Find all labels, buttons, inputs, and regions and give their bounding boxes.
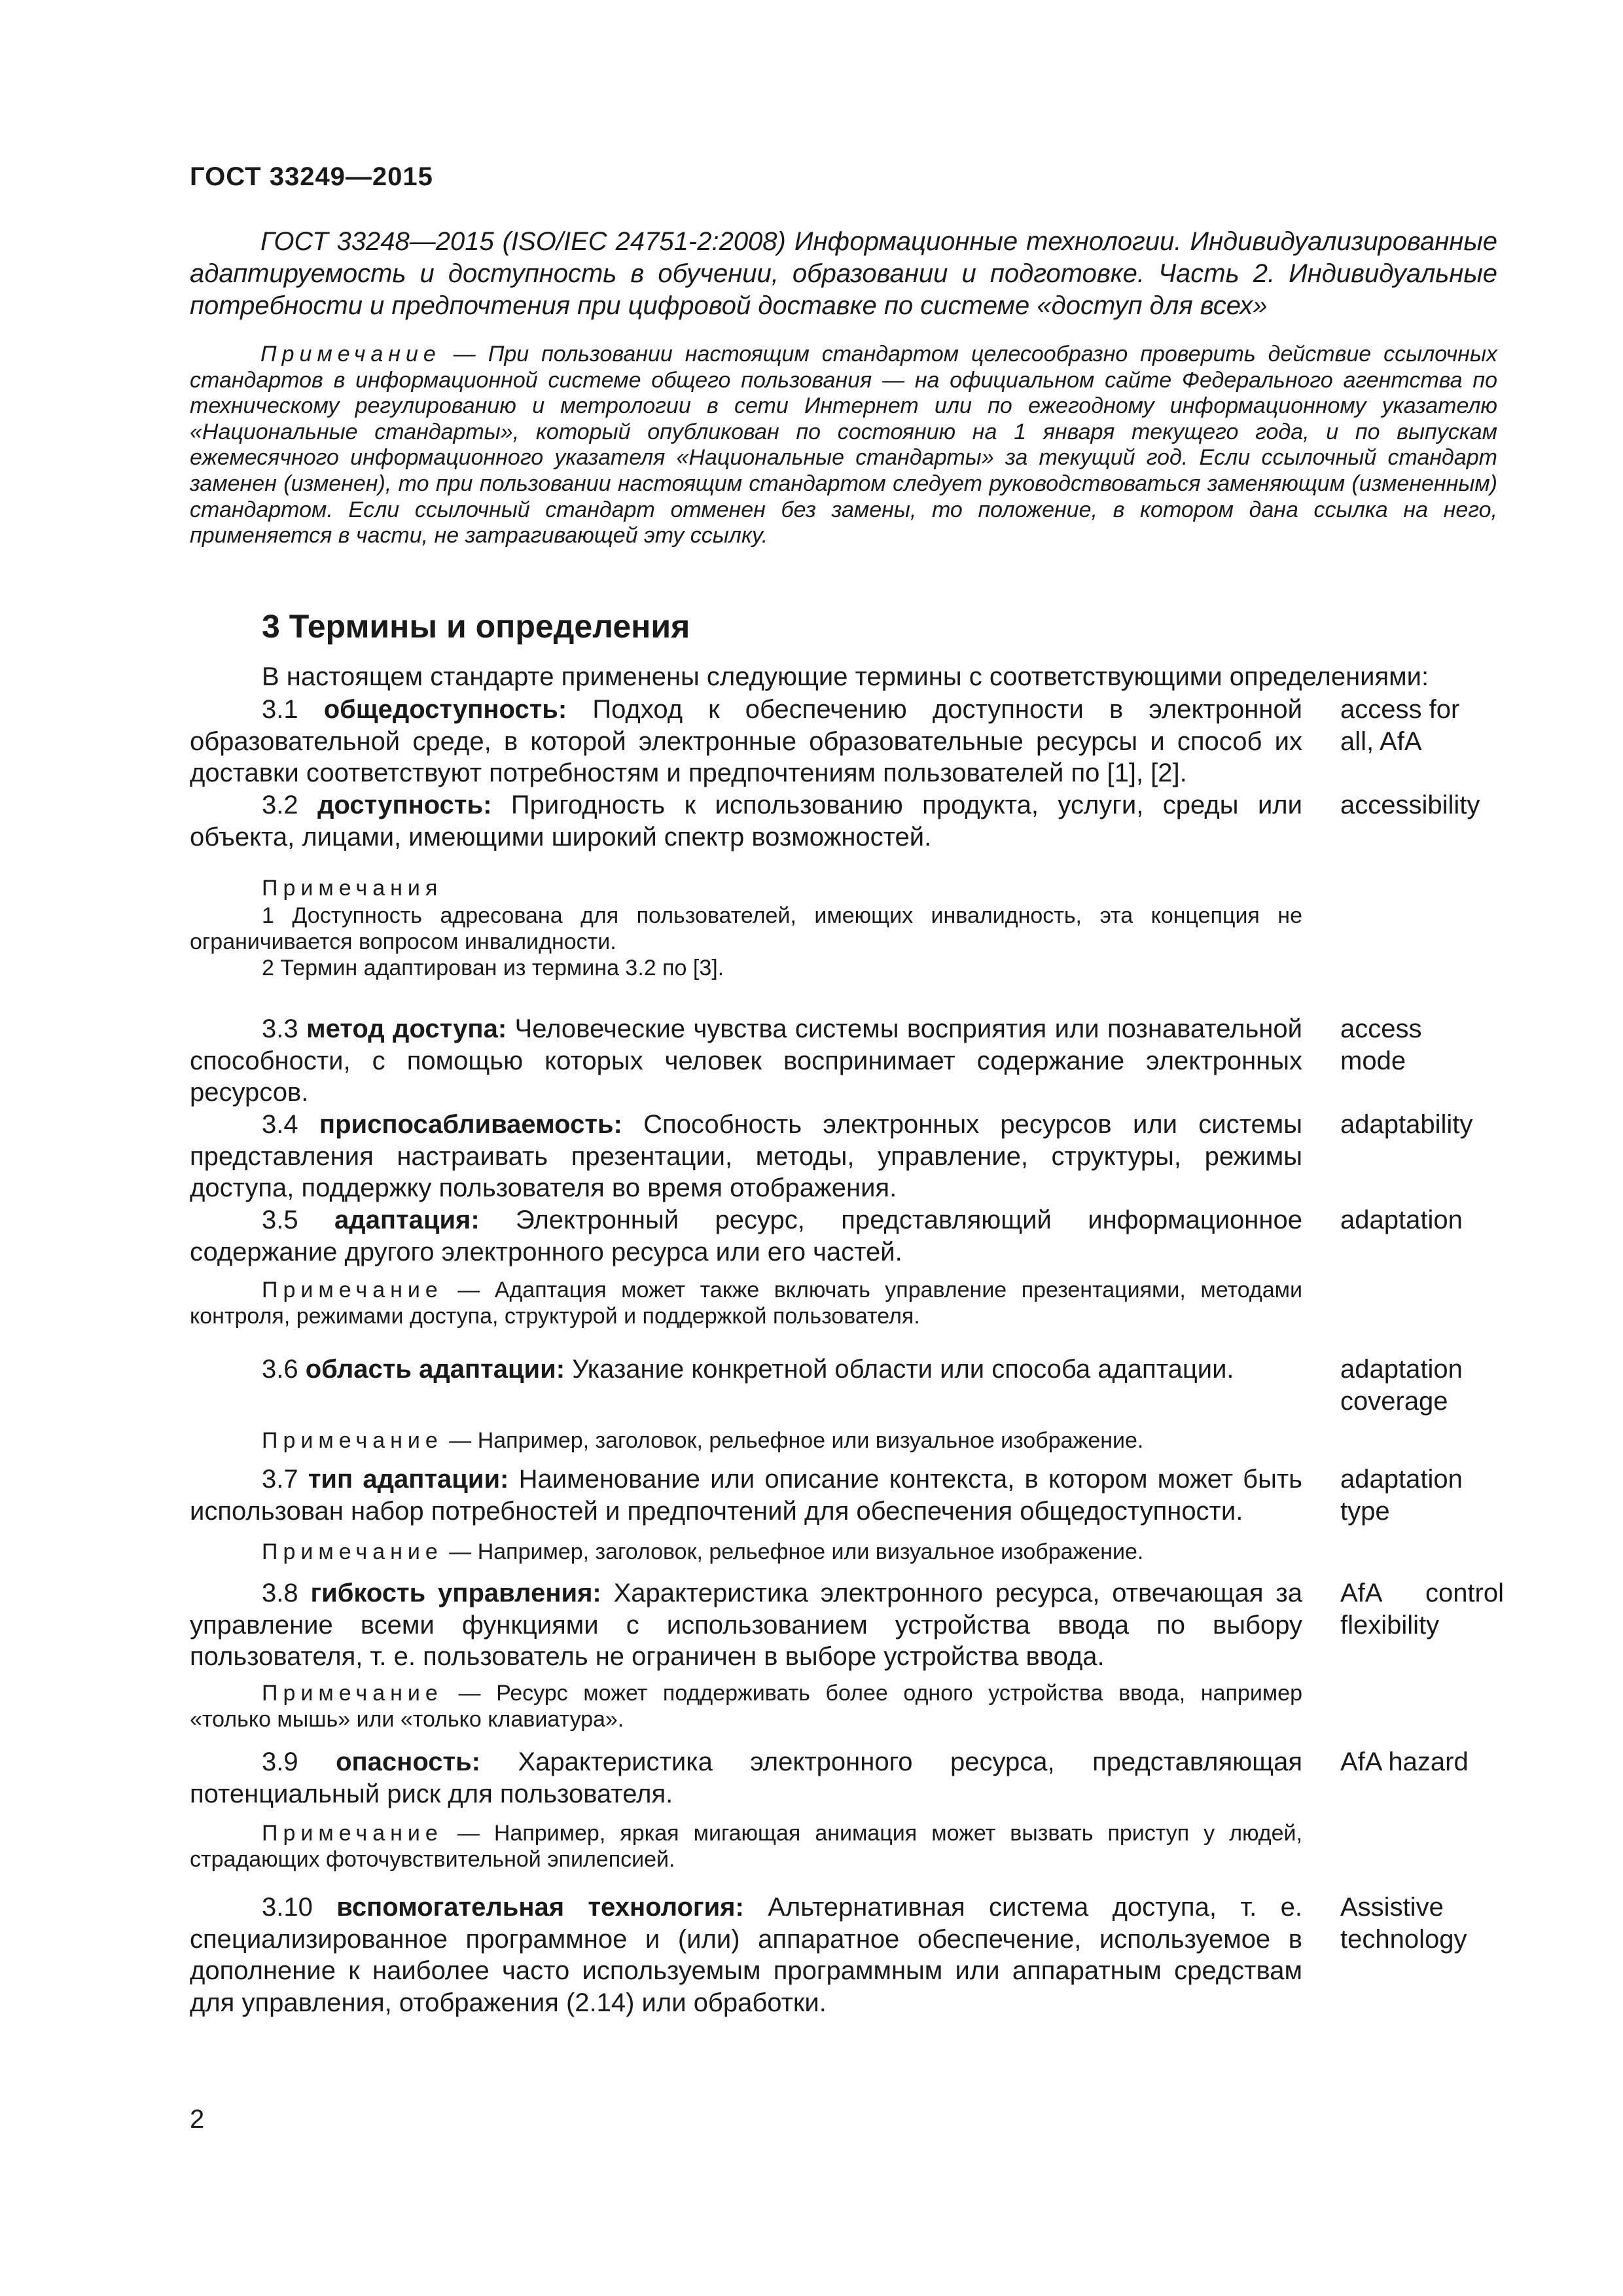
term-name: общедоступность:	[323, 695, 567, 724]
term-definition: Человеческие чувства системы восприятия или познавательной способности, с помощью которых человек воспринимает содержание электронных ресурсов.	[190, 1014, 1302, 1107]
note-text: — При пользовании настоящим стандартом целесообразно проверить действие ссылочных стандартов в информационной системе общего пользования — на официальном сайте Федерального агентства по техническому регулированию и метрологии в сети Интернет или по ежегодному информационному указателю «Национальные стандарты», который опубликован по состоянию на 1 января текущего года, и по выпускам ежемесячного информационного указателя «Национальные стандарты» за текущий год. Если ссылочный стандарт заменен (изменен), то при пользовании настоящим стандартом следует руководствоваться заменяющим (измененным) стандартом. Если ссылочный стандарт отменен без замены, то положение, в котором дана ссылка на него, применяется в части, не затрагивающей эту ссылку.	[190, 342, 1498, 548]
term-3-5	[190, 1204, 1302, 1268]
term-english: Assistive technology	[1340, 1893, 1467, 1954]
term-definition: Указание конкретной области или способа адаптации.	[572, 1355, 1234, 1384]
term-number: 3.4	[262, 1110, 298, 1139]
term-english: adaptability	[1340, 1110, 1473, 1139]
section-intro: В настоящем стандарте применены следующие термины с соответствующими определениями:	[262, 662, 1429, 691]
term-3-3	[190, 1013, 1302, 1109]
note-3-2-2: 2 Термин адаптирован из термина 3.2 по [3].	[262, 956, 724, 980]
term-definition: Подход к обеспечению доступности в электронной образовательной среде, в которой электронные образовательные ресурсы и способ их доставки соответствуют потребностям и предпочтениям пользователей по [1], [2].	[190, 695, 1302, 787]
term-definition: Характеристика электронного ресурса, представляющая потенциальный риск для пользователя.	[190, 1748, 1302, 1808]
note-3-5: Примечание — Адаптация может также включать управление презентациями, методами контроля, режимами доступа, структурой и поддержкой пользователя.	[190, 1278, 1302, 1329]
note-3-6: Примечание — Например, заголовок, рельефное или визуальное изображение.	[262, 1428, 1144, 1453]
term-english: access for all, AfA	[1340, 695, 1460, 756]
term-number: 3.7	[262, 1465, 298, 1494]
term-number: 3.3	[262, 1014, 298, 1043]
section-title: 3 Термины и определения	[262, 608, 690, 645]
term-english: accessibility	[1340, 791, 1480, 819]
term-definition: Альтернативная система доступа, т. е. специализированное программное и (или) аппаратное обеспечение, используемое в дополнение к наиболее часто используемым программным или аппаратным средствам для управления, отображения (2.14) или обработки.	[190, 1893, 1302, 2017]
note-3-8: Примечание — Ресурс может поддерживать более одного устройства ввода, например «только мышь» или «только клавиатура».	[190, 1681, 1303, 1732]
standard-header: ГОСТ 33249—2015	[190, 162, 433, 191]
note-3-2-1: 1 Доступность адресована для пользователей, имеющих инвалидность, эта концепция не ограничивается вопросом инвалидности.	[190, 903, 1302, 954]
term-definition: Способность электронных ресурсов или системы представления настраивать презентации, методы, управление, структуры, режимы доступа, поддержку пользователя во время отображения.	[190, 1110, 1302, 1202]
term-name: область адаптации:	[305, 1355, 565, 1384]
term-number: 3.1	[262, 695, 298, 724]
term-name: опасность:	[336, 1748, 480, 1776]
term-number: 3.8	[262, 1579, 298, 1607]
term-number: 3.2	[262, 791, 298, 819]
top-note	[190, 342, 1497, 549]
term-english: AfA hazard	[1340, 1748, 1469, 1776]
term-name: адаптация:	[334, 1206, 480, 1234]
term-english: access mode	[1340, 1014, 1422, 1075]
term-name: вспомогательная технология:	[336, 1893, 744, 1922]
term-name: метод доступа:	[306, 1014, 507, 1043]
term-name: гибкость управления:	[310, 1579, 601, 1607]
term-english: adaptation coverage	[1340, 1355, 1463, 1416]
term-definition: Электронный ресурс, представляющий информационное содержание другого электронного ресурса или его частей.	[190, 1206, 1302, 1266]
term-english: AfA control flexibility	[1340, 1579, 1504, 1640]
term-3-7	[190, 1463, 1302, 1527]
term-definition: Характеристика электронного ресурса, отвечающая за управление всеми функциями с использованием устройства ввода по выбору пользователя, т. е. пользователь не ограничен в выборе устройства ввода.	[190, 1579, 1302, 1671]
term-3-6	[190, 1354, 1302, 1386]
term-name: доступность:	[317, 791, 492, 819]
term-name: тип адаптации:	[308, 1465, 509, 1494]
term-3-2	[190, 789, 1302, 853]
term-name: приспосабливаемость:	[319, 1110, 622, 1139]
term-number: 3.10	[262, 1893, 313, 1922]
page-number: 2	[190, 2105, 205, 2134]
term-number: 3.6	[262, 1355, 298, 1384]
term-number: 3.9	[262, 1748, 298, 1776]
note-3-7: Примечание — Например, заголовок, рельефное или визуальное изображение.	[262, 1539, 1144, 1564]
term-3-1	[190, 694, 1302, 789]
term-definition: Наименование или описание контекста, в котором может быть использован набор потребностей и предпочтений для обеспечения общедоступности.	[190, 1465, 1303, 1526]
term-definition: Пригодность к использованию продукта, услуги, среды или объекта, лицами, имеющими широкий спектр возможностей.	[190, 791, 1302, 852]
term-number: 3.5	[262, 1206, 298, 1234]
term-3-10	[190, 1892, 1302, 2018]
term-3-9	[190, 1746, 1302, 1810]
notes-heading: Примечания	[262, 876, 443, 901]
reference-standard: ГОСТ 33248—2015 (ISO/IEC 24751-2:2008) Информационные технологии. Индивидуализированные адаптируемость и доступность в обучении, образовании и подготовке. Часть 2. Индивидуальные потребности и предпочтения при цифровой доставке по системе «доступ для всех»	[190, 227, 1497, 320]
term-english: adaptation	[1340, 1206, 1463, 1234]
term-english: adaptation type	[1340, 1465, 1463, 1526]
term-3-8	[190, 1577, 1302, 1673]
note-3-9: Примечание — Например, яркая мигающая анимация может вызвать приступ у людей, страдающих фоточувствительной эпилепсией.	[190, 1821, 1302, 1872]
note-label: Примечание	[260, 342, 441, 367]
term-3-4	[190, 1109, 1302, 1204]
